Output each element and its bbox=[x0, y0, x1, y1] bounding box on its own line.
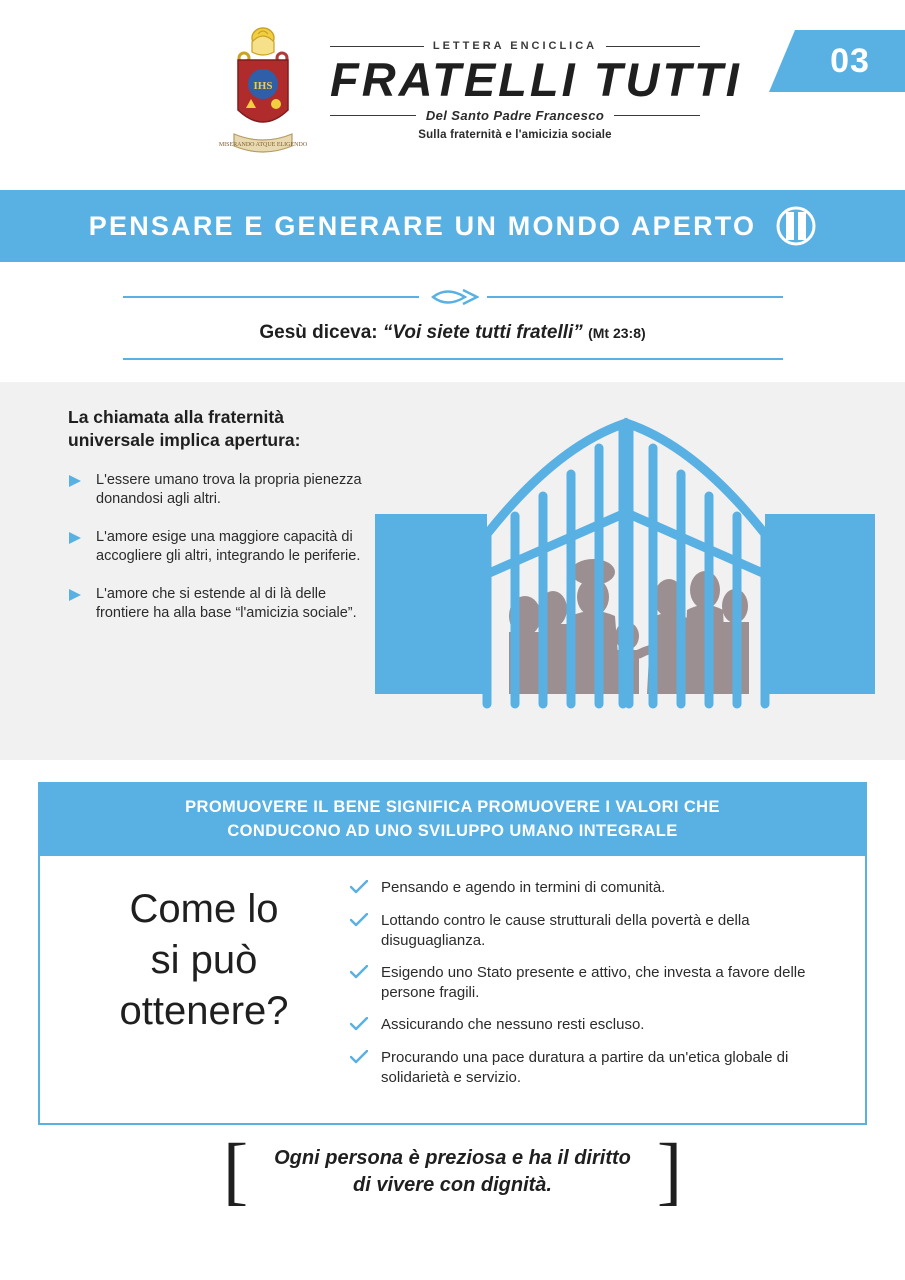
check-text: Lottando contro le cause strutturali della povertà e della disuguaglianza. bbox=[381, 911, 750, 949]
fraternity-section bbox=[0, 382, 905, 760]
banner-title: PENSARE E GENERARE UN MONDO APERTO bbox=[88, 210, 757, 241]
subtitle-rule-right bbox=[614, 115, 700, 116]
fraternity-heading: La chiamata alla fraternità universale implica apertura: bbox=[68, 407, 301, 451]
document-subtitle-secondary: Sulla fraternità e l'amicizia sociale bbox=[418, 129, 612, 142]
page-header bbox=[0, 0, 905, 190]
check-icon bbox=[350, 1050, 368, 1069]
check-text: Procurando una pace duratura a partire da un'etica globale di solidarietà e servizio. bbox=[381, 1048, 789, 1086]
check-icon bbox=[350, 913, 368, 932]
promote-good-box bbox=[38, 782, 867, 1125]
bullet-text: L'amore che si estende al di là delle frontiere ha alla base “l'amicizia sociale”. bbox=[96, 585, 357, 622]
check-icon bbox=[350, 880, 368, 899]
quote-divider-top bbox=[123, 286, 783, 308]
list-item bbox=[68, 585, 368, 624]
document-subtitle: Del Santo Padre Francesco bbox=[425, 108, 605, 124]
fraternity-bullet-list bbox=[68, 471, 368, 624]
divider-line-left bbox=[123, 296, 419, 298]
check-text: Assicurando che nessuno resti escluso. bbox=[381, 1015, 645, 1033]
promote-good-heading-line2: CONDUCONO AD UNO SVILUPPO UMANO INTEGRALE bbox=[227, 821, 678, 840]
closing-quote-line1: Ogni persona è preziosa e ha il diritto bbox=[274, 1146, 631, 1169]
quote-lead: Gesù diceva: bbox=[259, 322, 378, 343]
check-icon bbox=[350, 1017, 368, 1036]
fraternity-text-column bbox=[68, 406, 368, 642]
quote-reference: (Mt 23:8) bbox=[588, 325, 646, 341]
bracket-left: [ bbox=[222, 1129, 249, 1214]
triangle-right-icon bbox=[68, 474, 82, 510]
bullet-text: L'amore esige una maggiore capacità di accogliere gli altri, integrando le periferie. bbox=[96, 528, 361, 565]
kicker-rule-left bbox=[330, 46, 424, 47]
divider-line-right bbox=[487, 296, 783, 298]
kicker-rule-right bbox=[606, 46, 700, 47]
bracket-right: ] bbox=[656, 1129, 683, 1214]
triangle-right-icon bbox=[68, 588, 82, 624]
how-question-line1: Come lo bbox=[129, 886, 279, 931]
ichthys-fish-icon bbox=[427, 286, 479, 308]
quote-quoted: “Voi siete tutti fratelli” bbox=[382, 322, 583, 343]
closing-quote-line2: di vivere con dignità. bbox=[353, 1173, 552, 1196]
encyclical-kicker bbox=[330, 40, 700, 52]
quote-text bbox=[0, 322, 905, 344]
kicker-label: LETTERA ENCICLICA bbox=[432, 40, 598, 52]
check-icon bbox=[350, 965, 368, 984]
list-item bbox=[350, 911, 839, 951]
list-item bbox=[68, 528, 368, 567]
list-item bbox=[68, 471, 368, 510]
promote-good-section bbox=[0, 760, 905, 1214]
check-text: Pensando e agendo in termini di comunità. bbox=[381, 878, 666, 896]
list-item bbox=[350, 1048, 839, 1088]
svg-text:MISERANDO ATQUE ELIGENDO: MISERANDO ATQUE ELIGENDO bbox=[218, 142, 308, 148]
promote-good-heading bbox=[40, 784, 865, 856]
document-title: FRATELLI TUTTI bbox=[330, 53, 742, 106]
quote-divider-bottom bbox=[123, 358, 783, 360]
closing-quote-text bbox=[274, 1145, 631, 1199]
scripture-quote-zone bbox=[0, 262, 905, 382]
how-question-line3: ottenere? bbox=[119, 989, 289, 1034]
list-item bbox=[350, 963, 839, 1003]
how-question-line2: si può bbox=[150, 938, 258, 983]
promote-good-body bbox=[40, 856, 865, 1124]
subtitle-row bbox=[330, 108, 700, 123]
how-question bbox=[58, 878, 350, 1100]
bullet-text: L'essere umano trova la propria pienezza donandosi agli altri. bbox=[96, 471, 362, 508]
closing-quote bbox=[38, 1129, 867, 1214]
papal-coat-of-arms-icon bbox=[218, 26, 308, 166]
open-gate-with-people-icon bbox=[375, 404, 875, 744]
promote-good-heading-line1: PROMUOVERE IL BENE SIGNIFICA PROMUOVERE I VALORI CHE bbox=[185, 798, 720, 816]
title-block bbox=[330, 40, 742, 142]
how-answer-list bbox=[350, 878, 847, 1100]
page-number-badge: 03 bbox=[795, 30, 905, 92]
list-item bbox=[350, 878, 839, 899]
section-banner bbox=[0, 190, 905, 262]
list-item bbox=[350, 1015, 839, 1036]
subtitle-rule-left bbox=[330, 115, 416, 116]
check-text: Esigendo uno Stato presente e attivo, che investa a favore delle persone fragili. bbox=[381, 963, 806, 1001]
open-door-icon bbox=[776, 206, 816, 246]
svg-text:IHS: IHS bbox=[253, 80, 273, 92]
triangle-right-icon bbox=[68, 531, 82, 567]
